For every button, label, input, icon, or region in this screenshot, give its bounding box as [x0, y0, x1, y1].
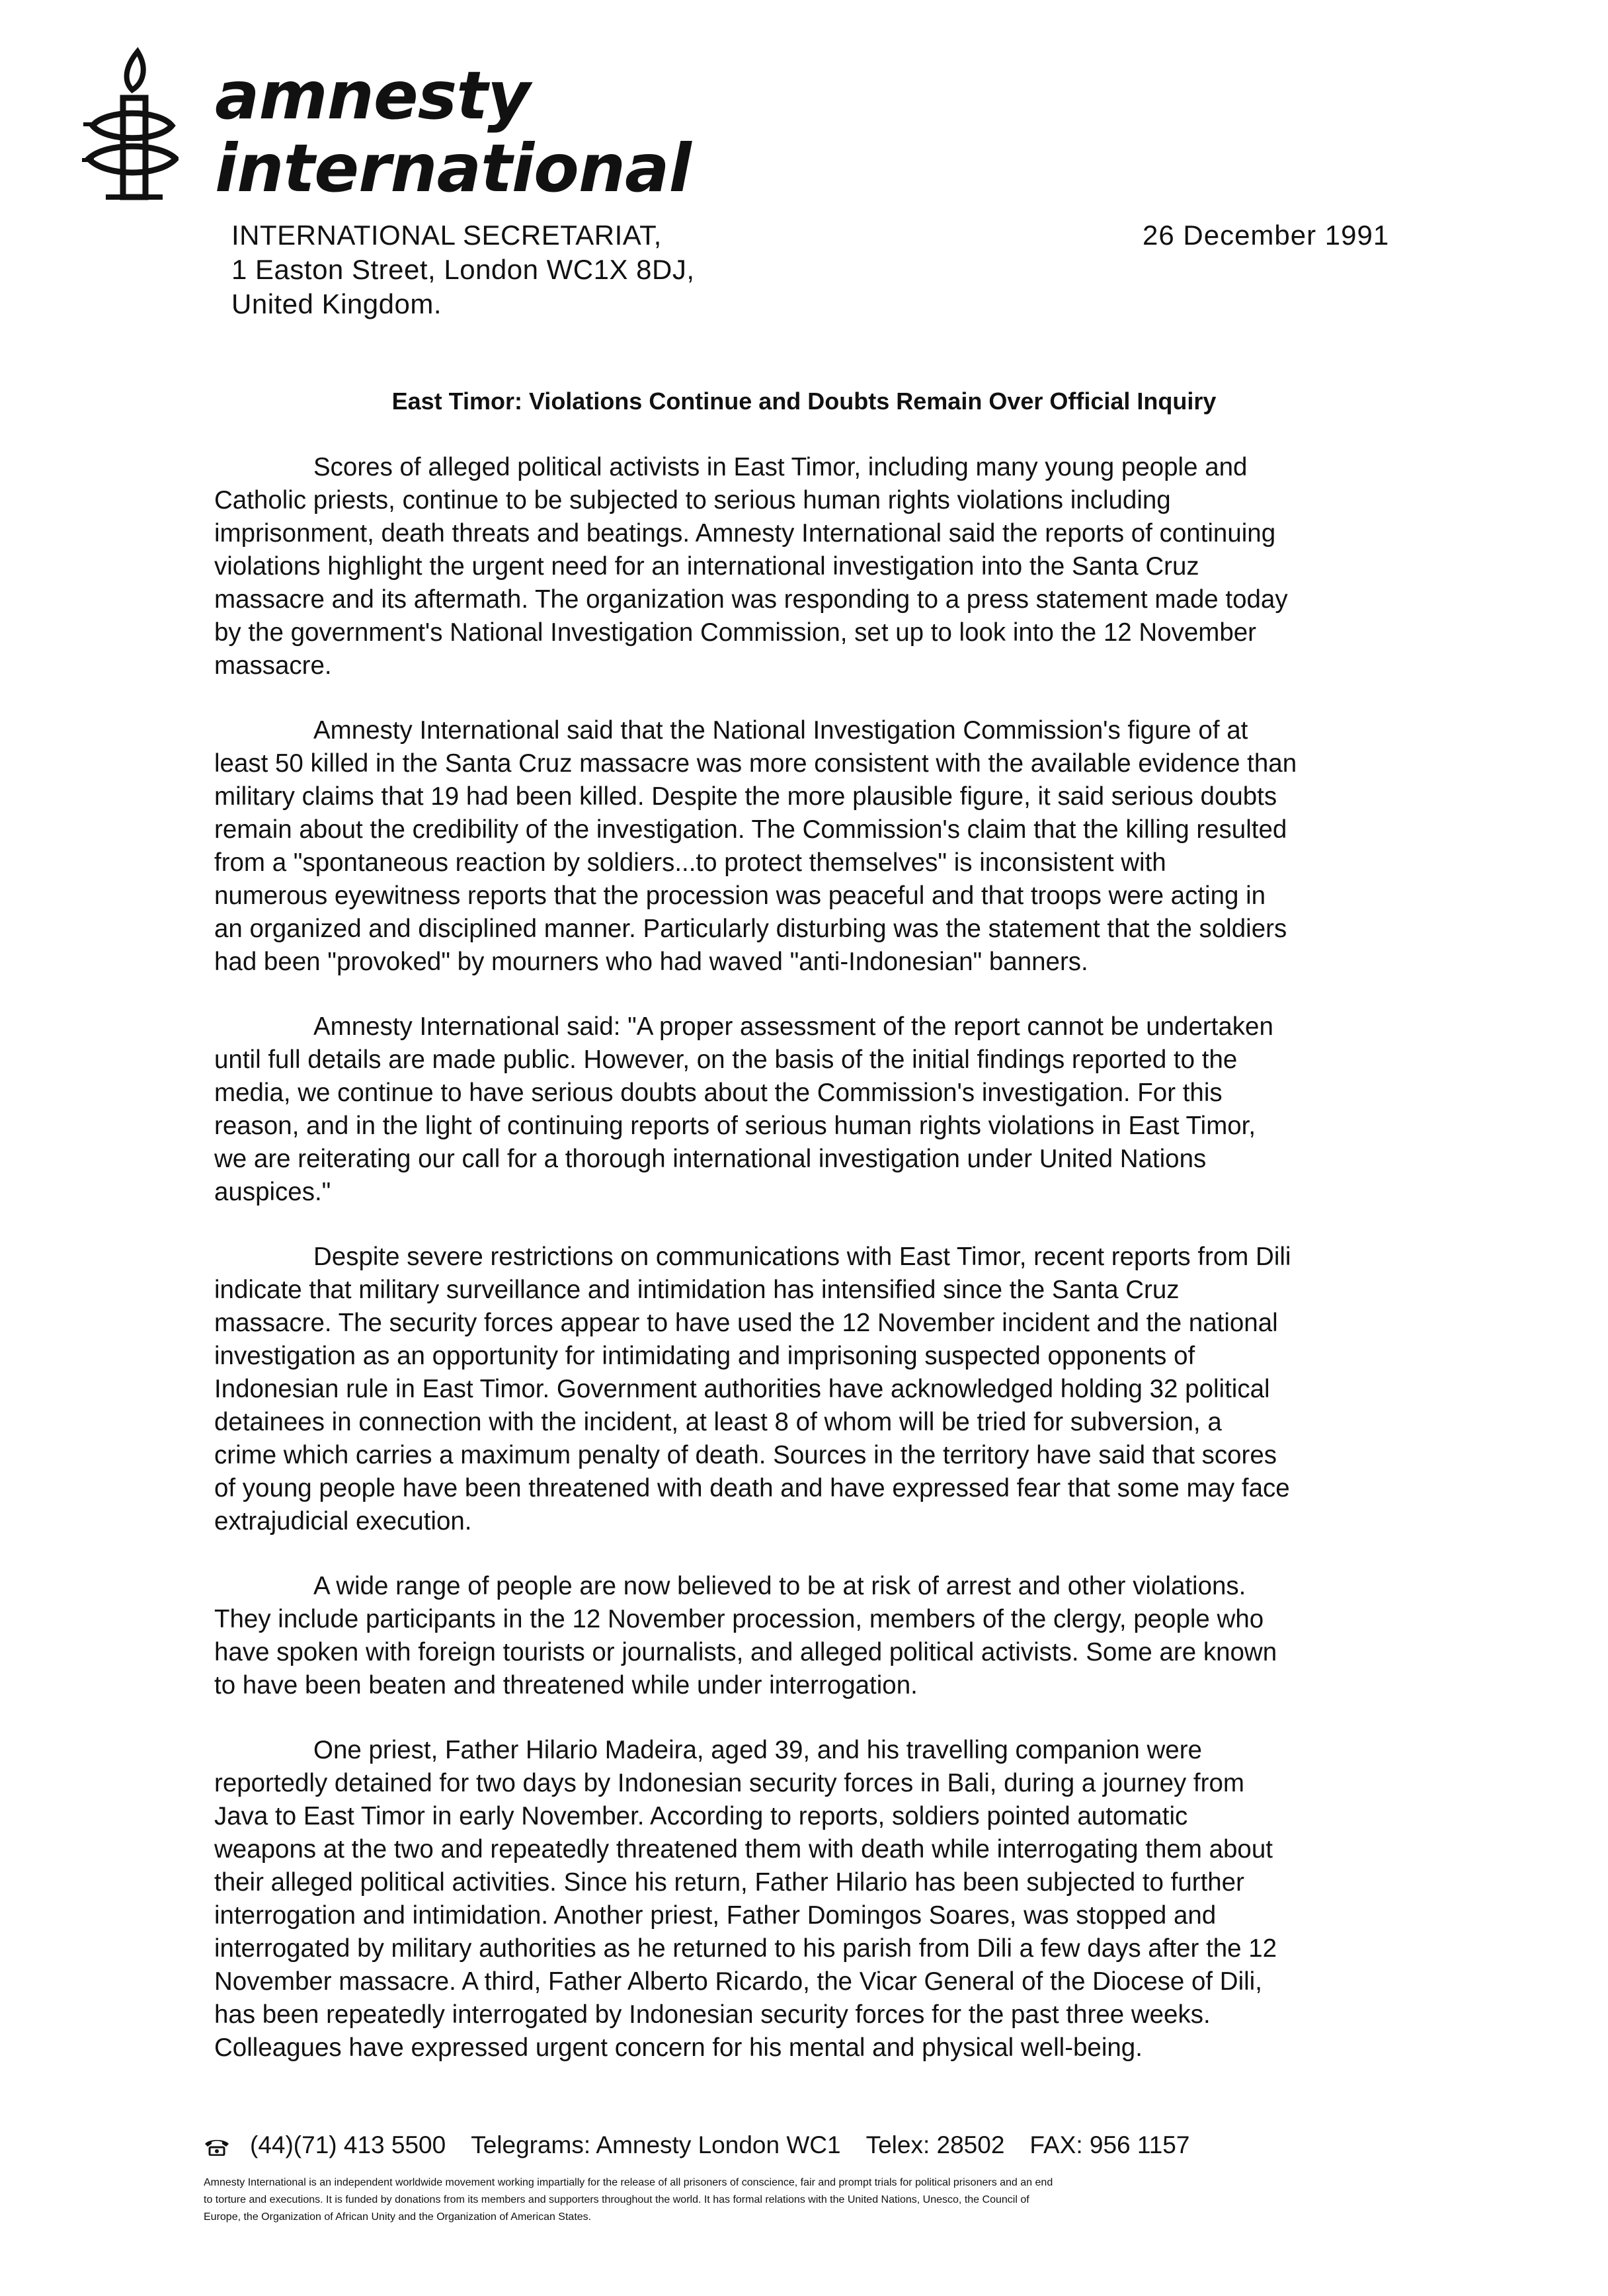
text-line: media, we continue to have serious doubts about the Commission's investigation. For this [214, 1079, 1223, 1107]
text-line: reportedly detained for two days by Indonesian security forces in Bali, during a journey from [214, 1769, 1244, 1797]
logo-word-amnesty: amnesty [215, 57, 530, 134]
footer-line: to torture and executions. It is funded by donations from its members and supporters throughout the world. It has formal relations with the United Nations, Unesco, the Council of [204, 2194, 1029, 2205]
text-line: Amnesty International said that the National Investigation Commission's figure of at [313, 716, 1248, 745]
text-line: They include participants in the 12 November procession, members of the clergy, people who [214, 1605, 1264, 1633]
text-line: until full details are made public. However, on the basis of the initial findings reported to the [214, 1046, 1238, 1074]
text-line: massacre. [214, 651, 332, 680]
text-line: extrajudicial execution. [214, 1507, 472, 1536]
text-line: November massacre. A third, Father Alberto Ricardo, the Vicar General of the Diocese of Dili, [214, 1967, 1262, 1996]
text-line: investigation as an opportunity for intimidating and imprisoning suspected opponents of [214, 1342, 1195, 1370]
telephone-icon [204, 2137, 230, 2156]
telegrams-address: Telegrams: Amnesty London WC1 [471, 2131, 841, 2158]
text-line: Java to East Timor in early November. According to reports, soldiers pointed automatic [214, 1802, 1188, 1830]
paragraph [214, 1734, 1470, 2065]
press-release-body [214, 451, 1470, 2096]
text-line: massacre and its aftermath. The organization was responding to a press statement made today [214, 585, 1288, 614]
phone-number: (44)(71) 413 5500 [250, 2131, 446, 2158]
text-line: weapons at the two and repeatedly threatened them with death while interrogating them about [214, 1835, 1273, 1864]
address-line: United Kingdom. [231, 288, 442, 319]
fax-number: FAX: 956 1157 [1029, 2131, 1190, 2158]
text-line: least 50 killed in the Santa Cruz massacre was more consistent with the available evidence than [214, 749, 1297, 778]
text-line: violations highlight the urgent need for an international investigation into the Santa Cruz [214, 552, 1199, 581]
text-line: A wide range of people are now believed to be at risk of arrest and other violations. [313, 1572, 1246, 1600]
text-line: One priest, Father Hilario Madeira, aged 39, and his travelling companion were [313, 1736, 1202, 1764]
text-line: Colleagues have expressed urgent concern for his mental and physical well-being. [214, 2033, 1143, 2062]
text-line: indicate that military surveillance and intimidation has intensified since the Santa Cruz [214, 1276, 1180, 1304]
text-line: by the government's National Investigation Commission, set up to look into the 12 November [214, 618, 1256, 647]
paragraph [214, 1241, 1470, 1538]
footer-line: Europe, the Organization of African Unity and the Organization of American States. [204, 2211, 592, 2223]
text-line: had been "provoked" by mourners who had waved "anti-Indonesian" banners. [214, 948, 1088, 976]
text-line: from a "spontaneous reaction by soldiers...to protect themselves" is inconsistent with [214, 848, 1166, 877]
text-line: Scores of alleged political activists in East Timor, including many young people and [313, 453, 1248, 481]
candle-barbed-wire-icon [79, 46, 179, 205]
paragraph [214, 1010, 1470, 1209]
contact-details [204, 2129, 1215, 2161]
text-line: massacre. The security forces appear to have used the 12 November incident and the national [214, 1309, 1278, 1337]
text-line: crime which carries a maximum penalty of death. Sources in the territory have said that scores [214, 1441, 1277, 1469]
telex-number: Telex: 28502 [865, 2131, 1005, 2158]
text-line: interrogation and intimidation. Another priest, Father Domingos Soares, was stopped and [214, 1901, 1217, 1930]
text-line: interrogated by military authorities as he returned to his parish from Dili a few days after the 12 [214, 1934, 1277, 1963]
text-line: have spoken with foreign tourists or journalists, and alleged political activists. Some are known [214, 1638, 1277, 1666]
text-line: their alleged political activities. Since his return, Father Hilario has been subjected to further [214, 1868, 1244, 1897]
text-line: numerous eyewitness reports that the procession was peaceful and that troops were acting in [214, 882, 1266, 910]
address-line: INTERNATIONAL SECRETARIAT, [231, 220, 662, 251]
paragraph [214, 1570, 1470, 1702]
text-line: reason, and in the light of continuing reports of serious human rights violations in East Timor, [214, 1112, 1256, 1140]
letterhead-logo [79, 26, 807, 205]
logo-word-international: international [215, 130, 691, 207]
press-release-headline: East Timor: Violations Continue and Doubts Remain Over Official Inquiry [391, 388, 1217, 415]
text-line: has been repeatedly interrogated by Indonesian security forces for the past three weeks. [214, 2000, 1211, 2029]
address-line: 1 Easton Street, London WC1X 8DJ, [231, 254, 695, 285]
text-line: of young people have been threatened with death and have expressed fear that some may face [214, 1474, 1290, 1502]
text-line: an organized and disciplined manner. Particularly disturbing was the statement that the soldiers [214, 915, 1287, 943]
text-line: Amnesty International said: "A proper assessment of the report cannot be undertaken [313, 1012, 1273, 1041]
text-line: to have been beaten and threatened while under interrogation. [214, 1671, 918, 1700]
text-line: Indonesian rule in East Timor. Government authorities have acknowledged holding 32 political [214, 1375, 1270, 1403]
text-line: detainees in connection with the incident, at least 8 of whom will be tried for subversion, a [214, 1408, 1222, 1436]
text-line: auspices." [214, 1178, 331, 1206]
paragraph [214, 714, 1470, 979]
sender-address [231, 218, 695, 321]
text-line: military claims that 19 had been killed. Despite the more plausible figure, it said serious doubts [214, 782, 1277, 811]
paragraph [214, 451, 1470, 682]
text-line: Catholic priests, continue to be subjected to serious human rights violations including [214, 486, 1171, 514]
footer-line: Amnesty International is an independent worldwide movement working impartially for the release of all prisoners of conscience, fair and prompt trials for political prisoners and an end [204, 2177, 1053, 2188]
text-line: we are reiterating our call for a thorough international investigation under United Nations [214, 1145, 1207, 1173]
text-line: imprisonment, death threats and beatings. Amnesty International said the reports of continuing [214, 519, 1276, 548]
document-date: 26 December 1991 [1143, 220, 1390, 251]
text-line: remain about the credibility of the investigation. The Commission's claim that the killing resulted [214, 815, 1287, 844]
organization-footer [204, 2174, 1473, 2226]
text-line: Despite severe restrictions on communications with East Timor, recent reports from Dili [313, 1243, 1291, 1271]
